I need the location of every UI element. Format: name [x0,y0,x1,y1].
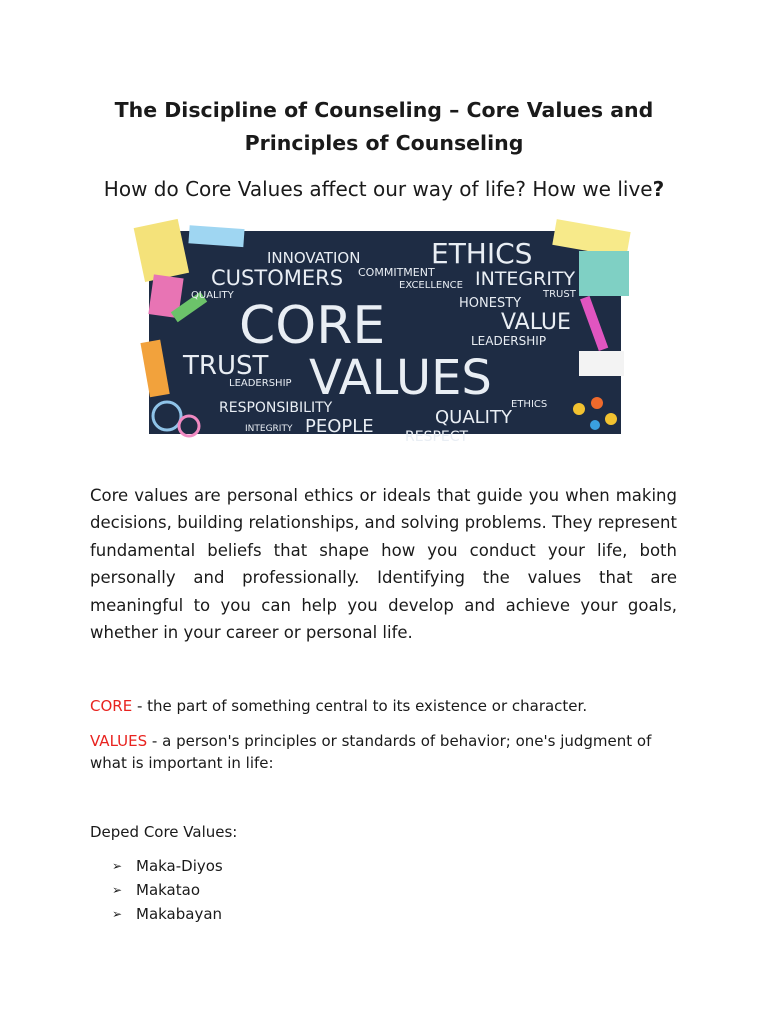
pushpin-blue [590,420,600,430]
paperclip-pink [179,416,199,436]
word-core: CORE [239,296,386,356]
list-item [112,854,223,878]
list-item-label: Makabayan [136,905,223,923]
deped-core-values-list [112,854,223,926]
arrow-bullet-icon: ➢ [112,859,123,873]
word-innovation: INNOVATION [267,249,361,267]
word-commitment: COMMITMENT [358,266,435,279]
sticky-note-orange [140,340,169,398]
word-leadership-left: LEADERSHIP [229,378,292,389]
word-excellence: EXCELLENCE [399,280,463,291]
term-core: CORE [90,697,133,715]
sticky-note-blue [188,225,244,247]
paperclip-blue [153,402,181,430]
sticky-note-teal [579,251,629,296]
marker-pink [580,296,608,351]
pushpin-yellow [573,403,585,415]
word-ethics-small: ETHICS [511,399,548,410]
word-customers: CUSTOMERS [211,266,344,290]
subtitle-question-mark: ? [652,177,665,201]
sticky-note-yellow [134,219,189,282]
title-line-2: Principles of Counseling [244,131,524,155]
word-trust: TRUST [183,351,269,381]
word-people: PEOPLE [305,416,374,437]
list-item [112,902,223,926]
term-values: VALUES [90,732,148,750]
word-values: VALUES [309,350,492,406]
definition-values-text: - a person's principles or standards of behavior; one's judgment of what is important in life: [90,732,652,772]
chalkboard-illustration [149,231,621,445]
word-trust-small: TRUST [543,289,576,300]
list-item [112,878,223,902]
arrow-bullet-icon: ➢ [112,883,123,897]
title-line-1: The Discipline of Counseling – Core Values and [114,98,654,122]
list-item-label: Maka-Diyos [136,857,223,875]
pushpin-orange [591,397,603,409]
document-title [0,94,768,160]
eraser-white [579,351,624,376]
word-respect: RESPECT [405,429,469,445]
word-quality-small: QUALITY [191,290,234,301]
definition-core [90,695,680,717]
document-subtitle [0,174,768,204]
word-integrity: INTEGRITY [475,268,576,290]
word-quality: QUALITY [435,407,512,428]
word-ethics: ETHICS [431,237,533,270]
word-leadership-right: LEADERSHIP [471,334,547,348]
word-integrity-small: INTEGRITY [245,424,293,434]
definition-values [90,730,680,774]
subtitle-text: How do Core Values affect our way of life? How we live [103,177,653,201]
list-item-label: Makatao [136,881,200,899]
definition-core-text: - the part of something central to its existence or character. [132,697,588,715]
pushpin-yellow-2 [605,413,617,425]
word-honesty: HONESTY [459,296,522,311]
core-values-paragraph: Core values are personal ethics or ideals that guide you when making decisions, building relationships, and solving problems. They represent fundamental beliefs that shape how you conduct your life, both personally and professionally. Identifying the values that are meaningful to you can help you develop and achieve your goals, whether in your career or personal life. [90,486,677,643]
core-values-chalkboard-image [149,231,621,445]
word-value: VALUE [501,310,571,335]
arrow-bullet-icon: ➢ [112,907,123,921]
word-responsibility: RESPONSIBILITY [219,400,333,416]
deped-core-values-label: Deped Core Values: [90,823,238,841]
